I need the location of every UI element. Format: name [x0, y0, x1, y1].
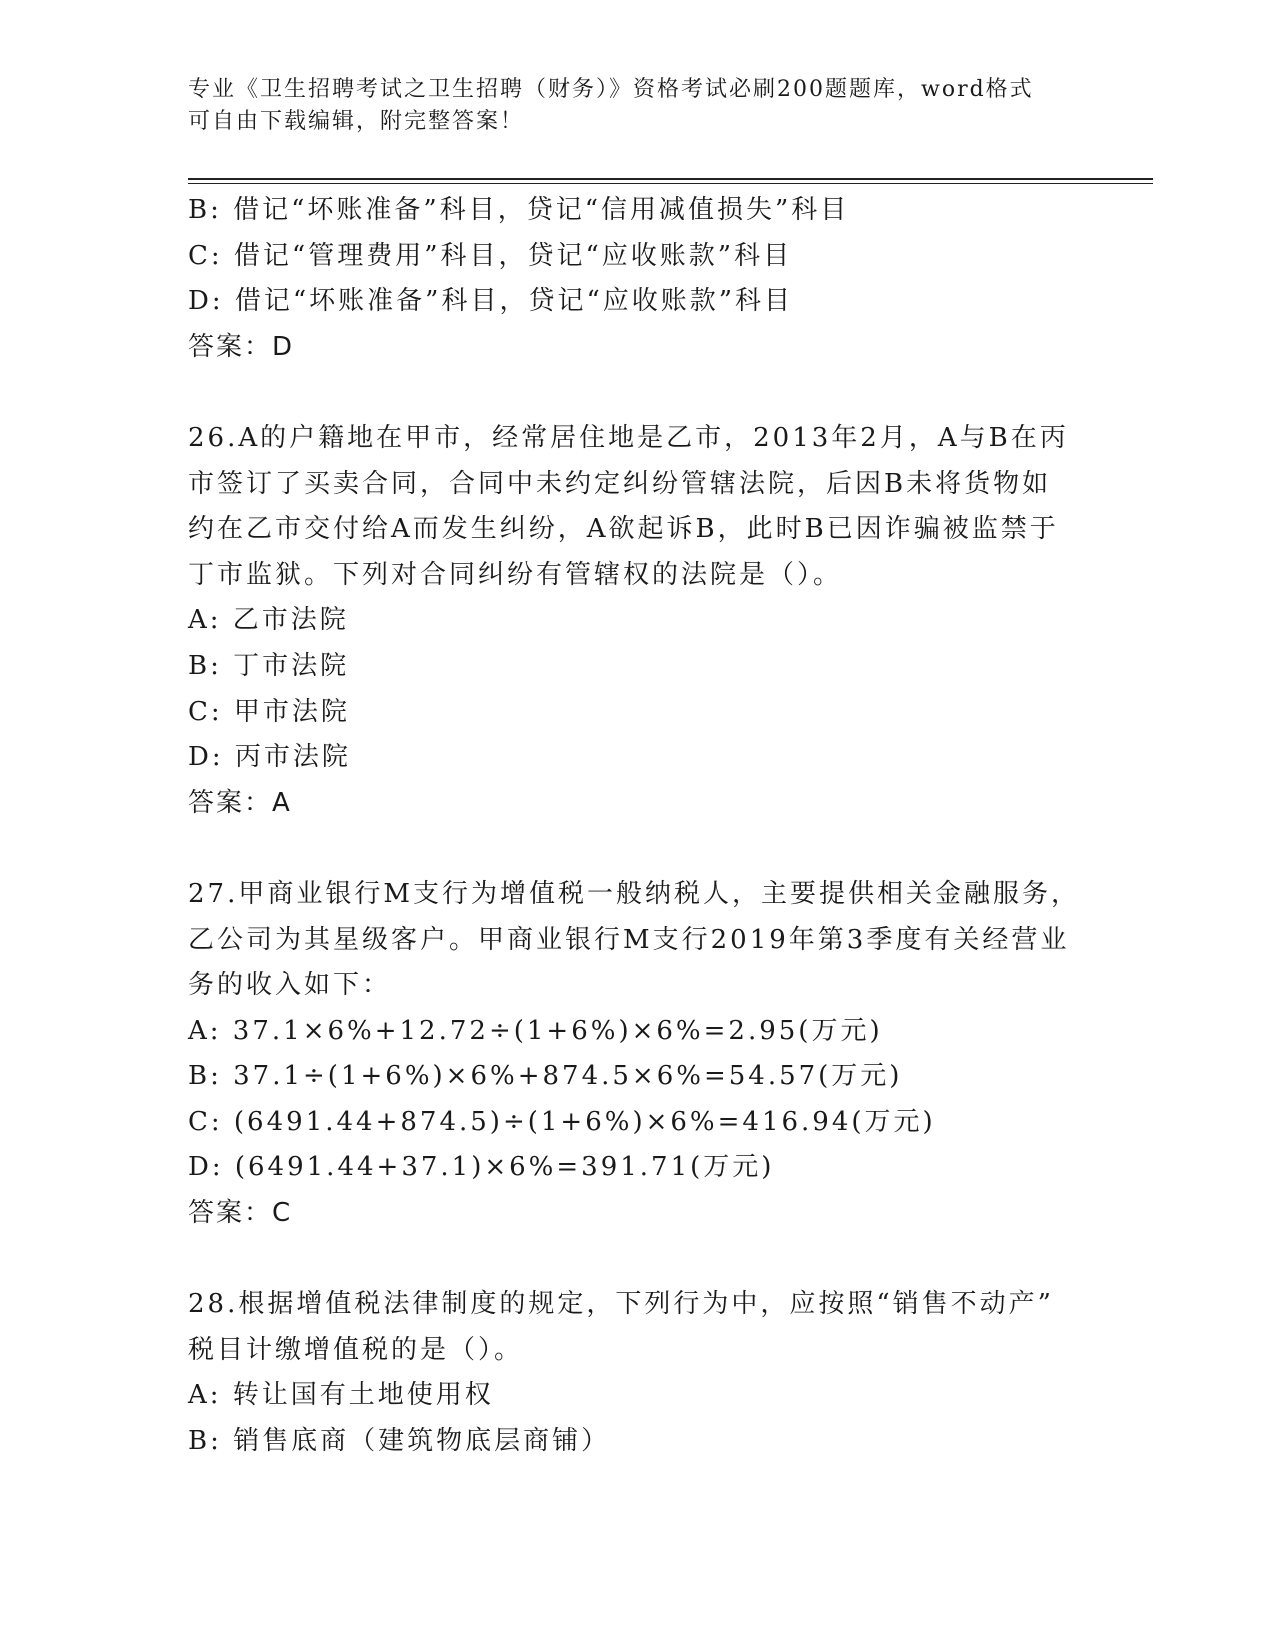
option-b: B: 丁市法院 — [188, 650, 350, 681]
document-body — [188, 188, 1088, 1465]
option-c: C: 借记“管理费用”科目，贷记“应收账款”科目 — [188, 240, 793, 271]
option-b: B: 借记“坏账准备”科目，贷记“信用减值损失”科目 — [188, 195, 850, 225]
option-d: D: (6491.44+37.1)×6%=391.71(万元) — [188, 1152, 775, 1183]
question-stem-line: 市签订了买卖合同，合同中未约定纠纷管辖法院，后因B未将货物如 — [188, 468, 1052, 499]
spacer — [188, 370, 1088, 416]
option-a: A: 乙市法院 — [188, 605, 349, 636]
question-28 — [188, 1282, 1088, 1464]
question-26 — [188, 416, 1088, 826]
header-rule-thick — [188, 178, 1153, 180]
answer: 答案：A — [188, 787, 292, 818]
question-stem-line: 税目计缴增值税的是（）。 — [188, 1334, 524, 1365]
question-stem-line: 乙公司为其星级客户。甲商业银行M支行2019年第3季度有关经营业 — [188, 924, 1070, 955]
option-b: B: 37.1÷(1+6%)×6%+874.5×6%=54.57(万元) — [188, 1061, 903, 1092]
header-line-2: 可自由下载编辑，附完整答案！ — [188, 109, 525, 134]
option-c: C: (6491.44+874.5)÷(1+6%)×6%=416.94(万元) — [188, 1106, 936, 1137]
spacer — [188, 826, 1088, 872]
question-stem-line: 26.A的户籍地在甲市，经常居住地是乙市，2013年2月，A与B在丙 — [188, 422, 1069, 453]
spacer — [188, 1237, 1088, 1283]
question-stem-line: 约在乙市交付给A而发生纠纷，A欲起诉B，此时B已因诈骗被监禁于 — [188, 514, 1059, 545]
option-d: D: 借记“坏账准备”科目，贷记“应收账款”科目 — [188, 286, 794, 317]
question-stem-line: 务的收入如下： — [188, 970, 392, 1001]
answer: 答案：C — [188, 1198, 293, 1229]
question-stem-line: 丁市监狱。下列对合同纠纷有管辖权的法院是（）。 — [188, 559, 843, 590]
question-27 — [188, 872, 1088, 1237]
option-d: D: 丙市法院 — [188, 742, 351, 773]
header-line-1: 专业《卫生招聘考试之卫生招聘（财务）》资格考试必刷200题题库，word格式 — [188, 77, 1034, 102]
document-header — [188, 74, 1088, 138]
question-stem-line: 27.甲商业银行M支行为增值税一般纳税人，主要提供相关金融服务， — [188, 878, 1080, 909]
option-c: C: 甲市法院 — [188, 696, 350, 727]
answer: 答案：D — [188, 331, 295, 362]
option-a: A: 转让国有土地使用权 — [188, 1380, 494, 1411]
header-rule-thin — [188, 183, 1153, 184]
question-stem-line: 28.根据增值税法律制度的规定，下列行为中，应按照“销售不动产” — [188, 1289, 1054, 1320]
question-25-tail — [188, 188, 1088, 370]
option-a: A: 37.1×6%+12.72÷(1+6%)×6%=2.95(万元) — [188, 1015, 883, 1046]
option-b: B: 销售底商（建筑物底层商铺） — [188, 1426, 611, 1457]
